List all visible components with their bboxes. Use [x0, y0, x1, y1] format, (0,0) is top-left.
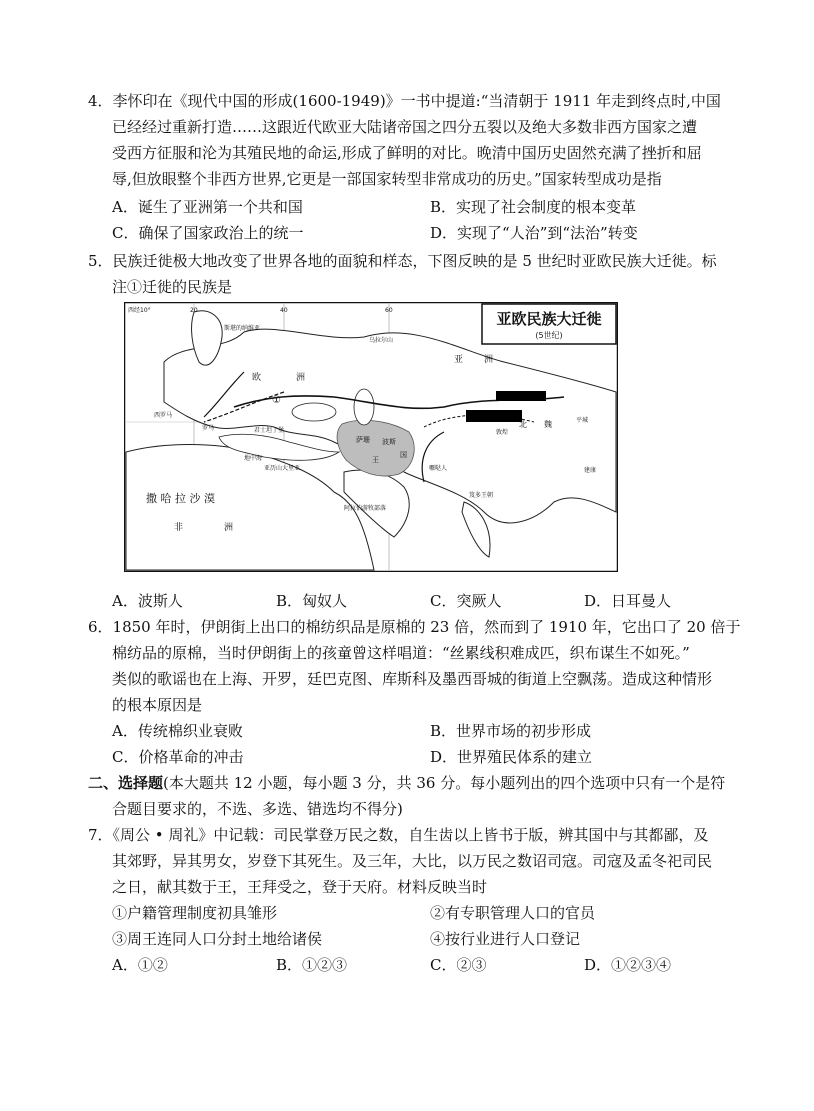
q4-option-b[interactable]: B．实现了社会制度的根本变革 — [430, 198, 637, 216]
map-title: 亚欧民族大迁徙 — [496, 310, 602, 328]
section2-rest: (本大题共 12 小题，每小题 3 分，共 36 分。每小题列出的四个选项中只有一个是符 — [163, 774, 726, 792]
map-label-africa-2: 洲 — [224, 523, 234, 533]
map-label-arabia: 阿拉伯游牧部落 — [344, 505, 387, 512]
map-label-egypt: 亚历山大里亚 — [264, 465, 301, 472]
map-label-sahara: 撒 哈 拉 沙 漠 — [146, 492, 215, 505]
map-label-num1: ① — [272, 395, 281, 406]
map-label-west-rome: 西罗马 — [154, 412, 173, 419]
map-label-africa: 非 — [174, 523, 184, 533]
q7-line-2: 其郊野，异其男女，岁登下其死生。及三年，大比，以万民之数诏司寇。司寇及孟冬祀司民 — [112, 852, 713, 870]
q5-option-b[interactable]: B．匈奴人 — [276, 592, 348, 610]
map-label-persia-4: 国 — [400, 451, 407, 459]
q5-line-2: 注①迁徙的民族是 — [112, 278, 233, 296]
map-label-gupta: 笈多王朝 — [469, 492, 494, 499]
q4-line-4: 辱,但放眼整个非西方世界,它更是一部国家转型非常成功的历史。”国家转型成功是指 — [112, 170, 662, 188]
map-label-cn-north: 北 — [519, 420, 527, 429]
q7-option-c[interactable]: C．②③ — [430, 956, 487, 974]
map-label-europe-2: 洲 — [296, 373, 306, 383]
q5-line-1: 5．民族迁徙极大地改变了世界各地的面貌和样态，下图反映的是 5 世纪时亚欧民族大迁徙。标 — [88, 252, 717, 270]
map-subtitle: (5世纪) — [535, 331, 563, 340]
migration-map-svg — [124, 302, 618, 572]
q6-line-3: 类似的歌谣也在上海、开罗，廷巴克图、库斯科及墨西哥城的街道上空飘荡。造成这种情形 — [112, 670, 713, 688]
map-label-gandhara: 嚈哒人 — [429, 465, 448, 472]
q7-line-1: 7．《周公 • 周礼》中记载：司民掌登万民之数，自生齿以上皆书于版，辨其国中与其都鄙，及 — [88, 826, 709, 844]
q7-line-3: 之日，献其数于王，王拜受之，登于天府。材料反映当时 — [112, 878, 488, 896]
q6-line-4: 的根本原因是 — [112, 696, 203, 714]
migration-map — [124, 302, 618, 572]
map-label-constantinople: 君士坦丁堡 — [254, 427, 285, 434]
map-label-dunhuang: 敦煌 — [496, 429, 509, 436]
map-label-lon-60: 60 — [385, 307, 393, 314]
map-label-rome: 罗马 — [202, 425, 215, 432]
redaction-bar-2 — [466, 410, 522, 422]
q5-option-c[interactable]: C．突厥人 — [430, 592, 502, 610]
q7-statement-3: ③周王连同人口分封土地给诸侯 — [112, 930, 323, 948]
q7-option-a[interactable]: A．①② — [112, 956, 168, 974]
map-label-persia-3: 王 — [372, 456, 379, 464]
q6-option-c[interactable]: C．价格革命的冲击 — [112, 748, 244, 766]
map-label-europe-1: 欧 — [252, 373, 262, 383]
q7-statement-4: ④按行业进行人口登记 — [430, 930, 581, 948]
q4-line-1: 4．李怀印在《现代中国的形成(1600-1949)》一书中提道:“当清朝于 1911 年走到终点时,中国 — [88, 92, 721, 110]
q6-line-2: 棉纺品的原棉，当时伊朗街上的孩童曾这样唱道：“丝累线积难成匹，织布谋生不如死。” — [112, 644, 690, 662]
q4-line-3: 受西方征服和沦为其殖民地的命运,形成了鲜明的对比。晚清中国历史固然充满了挫折和屈 — [112, 144, 702, 162]
q4-option-a[interactable]: A．诞生了亚洲第一个共和国 — [112, 198, 303, 216]
map-label-top-left: 西经10° — [128, 307, 151, 314]
map-label-lon-20: 20 — [190, 307, 198, 314]
q4-option-c[interactable]: C．确保了国家政治上的统一 — [112, 224, 304, 242]
map-label-persia-1: 萨珊 — [356, 436, 370, 444]
map-label-ural: 乌拉尔山 — [369, 337, 394, 344]
map-label-cn-wei: 魏 — [544, 420, 552, 429]
q7-option-d[interactable]: D．①②③④ — [584, 956, 672, 974]
map-label-jiankang: 建康 — [584, 467, 597, 474]
q6-line-1: 6．1850 年时，伊朗街上出口的棉纺织品是原棉的 23 倍，然而到了 1910 年，它出口了 20 倍于 — [88, 618, 741, 636]
map-label-lon-40: 40 — [280, 307, 288, 314]
q7-option-b[interactable]: B．①②③ — [276, 956, 348, 974]
q6-option-b[interactable]: B．世界市场的初步形成 — [430, 722, 592, 740]
map-label-asia-2: 洲 — [484, 355, 494, 365]
q5-option-d[interactable]: D．日耳曼人 — [584, 592, 672, 610]
q5-option-a[interactable]: A．波斯人 — [112, 592, 183, 610]
section2-line-2: 合题目要求的，不选、多选、错选均不得分) — [112, 800, 403, 818]
section2-lead: 二、选择题 — [88, 774, 164, 792]
section2-heading — [88, 770, 725, 796]
redaction-bar-1 — [496, 391, 546, 401]
black-sea-outline — [292, 403, 336, 421]
map-label-scandinavia: 斯堪的纳维亚 — [224, 325, 261, 332]
map-label-mediterranean: 地中海 — [244, 455, 263, 462]
q6-option-a[interactable]: A．传统棉织业衰败 — [112, 722, 243, 740]
map-label-persia-2: 波斯 — [382, 438, 396, 446]
caspian-sea-outline — [354, 389, 374, 425]
q7-statement-2: ②有专职管理人口的官员 — [430, 904, 596, 922]
q7-statement-1: ①户籍管理制度初具雏形 — [112, 904, 278, 922]
map-label-pingcheng: 平城 — [576, 417, 589, 424]
q4-option-d[interactable]: D．实现了“人治”到“法治”转变 — [430, 224, 638, 242]
q6-option-d[interactable]: D．世界殖民体系的建立 — [430, 748, 593, 766]
q4-line-2: 已经经过重新打造……这跟近代欧亚大陆诸帝国之四分五裂以及绝大多数非西方国家之遭 — [112, 118, 698, 136]
map-label-asia-1: 亚 — [454, 355, 464, 365]
